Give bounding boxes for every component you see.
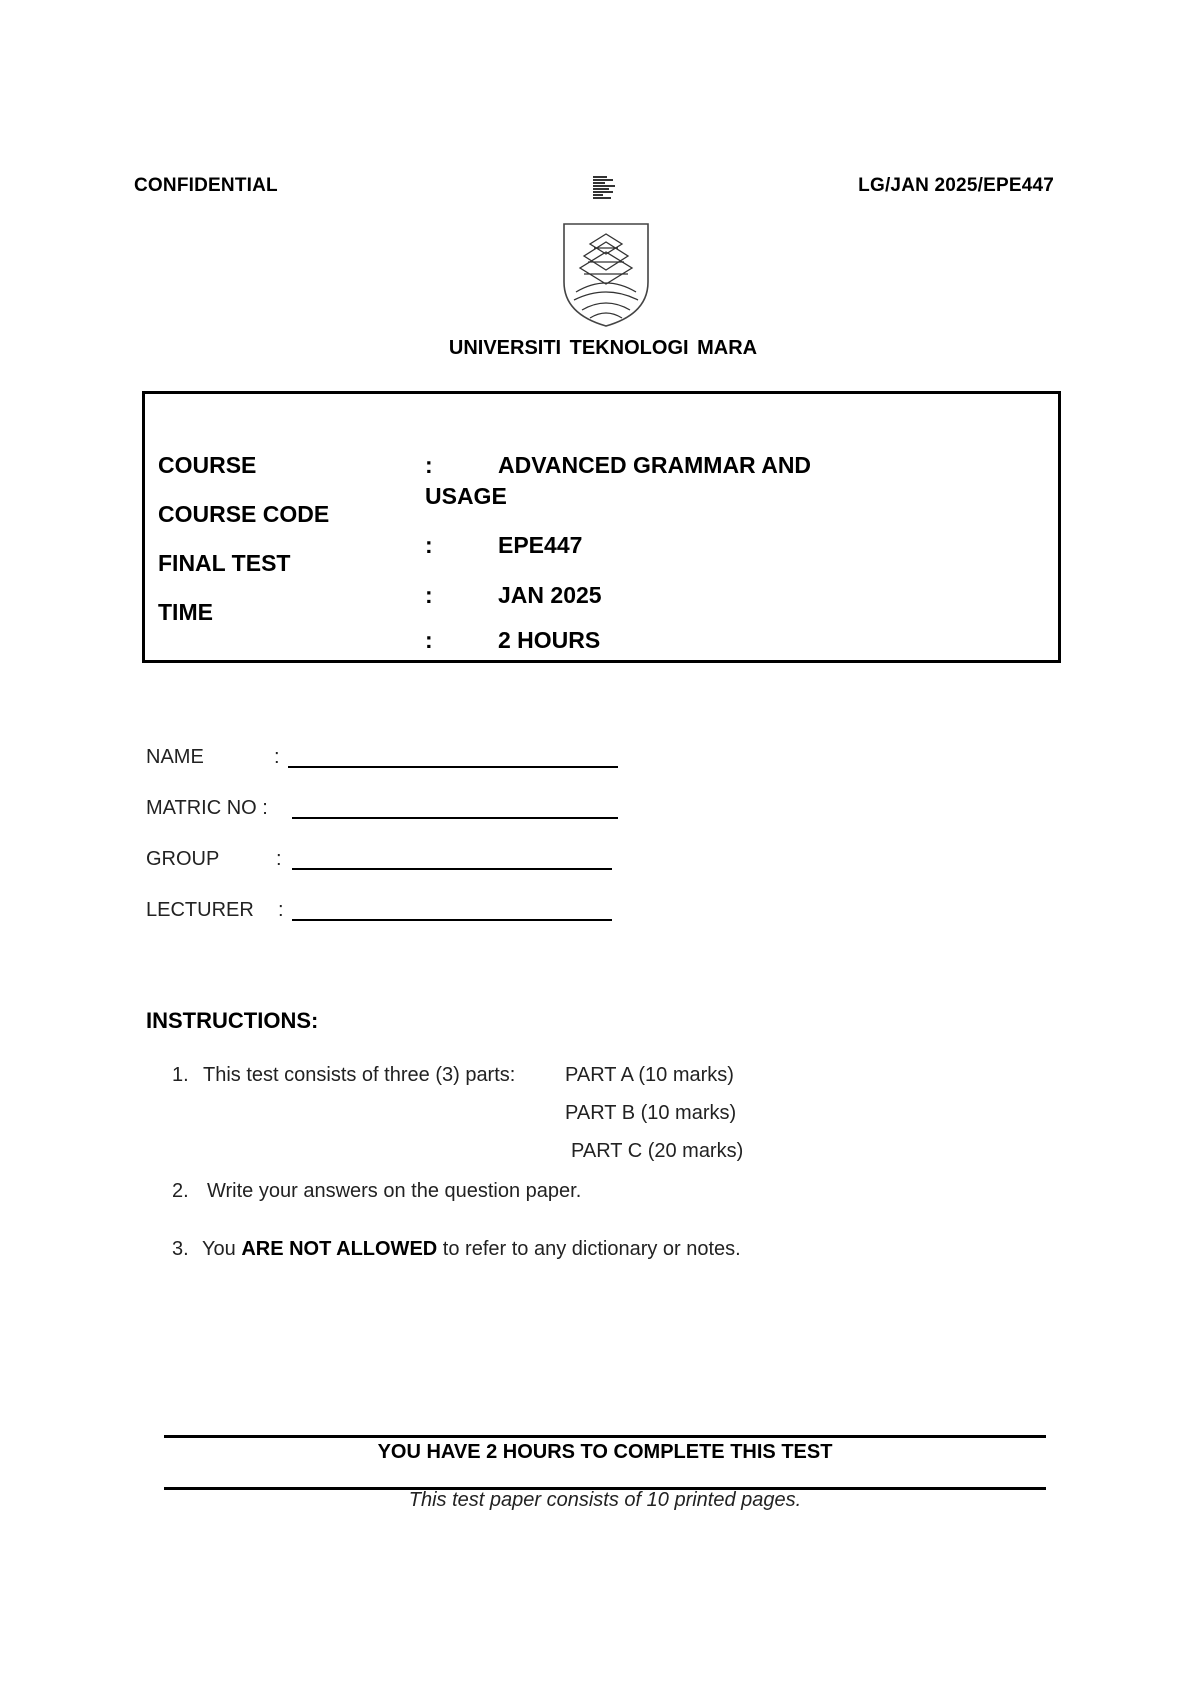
confidential-label: CONFIDENTIAL xyxy=(134,175,278,196)
paper-reference: LG/JAN 2025/EPE447 xyxy=(858,175,1054,196)
university-name: UNIVERSITI TEKNOLOGI MARA xyxy=(448,337,758,359)
matric-input-line[interactable] xyxy=(292,817,618,819)
instruction-3-post: to refer to any dictionary or notes. xyxy=(442,1238,741,1260)
course-code-label: COURSE CODE xyxy=(158,501,330,527)
instruction-3-number: 3. xyxy=(172,1238,189,1260)
name-label: NAME xyxy=(146,746,204,768)
lecturer-input-line[interactable] xyxy=(292,919,612,921)
group-input-line[interactable] xyxy=(292,868,612,870)
course-value-line2: USAGE xyxy=(425,483,507,509)
footer-top-rule xyxy=(164,1435,1046,1438)
course-label: COURSE xyxy=(158,452,257,478)
course-info-box xyxy=(142,391,1061,663)
instruction-3-pre: You xyxy=(202,1238,236,1260)
final-test-value: JAN 2025 xyxy=(498,582,602,608)
time-colon: : xyxy=(425,627,433,653)
instruction-1-text: This test consists of three (3) parts: xyxy=(203,1064,516,1086)
name-colon: : xyxy=(274,746,280,768)
lecturer-label: LECTURER xyxy=(146,899,254,921)
course-colon: : xyxy=(425,452,433,478)
time-value: 2 HOURS xyxy=(498,627,601,653)
barcode-icon xyxy=(593,176,615,202)
instruction-3-emphasis: ARE NOT ALLOWED xyxy=(241,1238,438,1260)
final-test-label: FINAL TEST xyxy=(158,550,291,576)
final-test-colon: : xyxy=(425,582,433,608)
instruction-2-number: 2. xyxy=(172,1180,189,1202)
time-notice: YOU HAVE 2 HOURS TO COMPLETE THIS TEST xyxy=(377,1441,833,1463)
instruction-1-number: 1. xyxy=(172,1064,189,1086)
part-b-marks: PART B (10 marks) xyxy=(565,1102,737,1124)
instruction-2-text: Write your answers on the question paper. xyxy=(207,1180,582,1202)
group-label: GROUP xyxy=(146,848,220,870)
time-label: TIME xyxy=(158,599,213,625)
lecturer-colon: : xyxy=(278,899,284,921)
name-input-line[interactable] xyxy=(288,766,618,768)
part-c-marks: PART C (20 marks) xyxy=(571,1140,744,1162)
matric-label: MATRIC NO : xyxy=(146,797,268,819)
course-value-line1: ADVANCED GRAMMAR AND xyxy=(498,452,812,478)
part-a-marks: PART A (10 marks) xyxy=(565,1064,734,1086)
course-code-value: EPE447 xyxy=(498,532,583,558)
group-colon: : xyxy=(276,848,282,870)
instruction-3-text xyxy=(202,1238,741,1261)
page-count-note: This test paper consists of 10 printed pages. xyxy=(408,1489,802,1511)
course-code-colon: : xyxy=(425,532,433,558)
university-crest-icon xyxy=(560,222,652,328)
instructions-title: INSTRUCTIONS: xyxy=(146,1008,319,1033)
